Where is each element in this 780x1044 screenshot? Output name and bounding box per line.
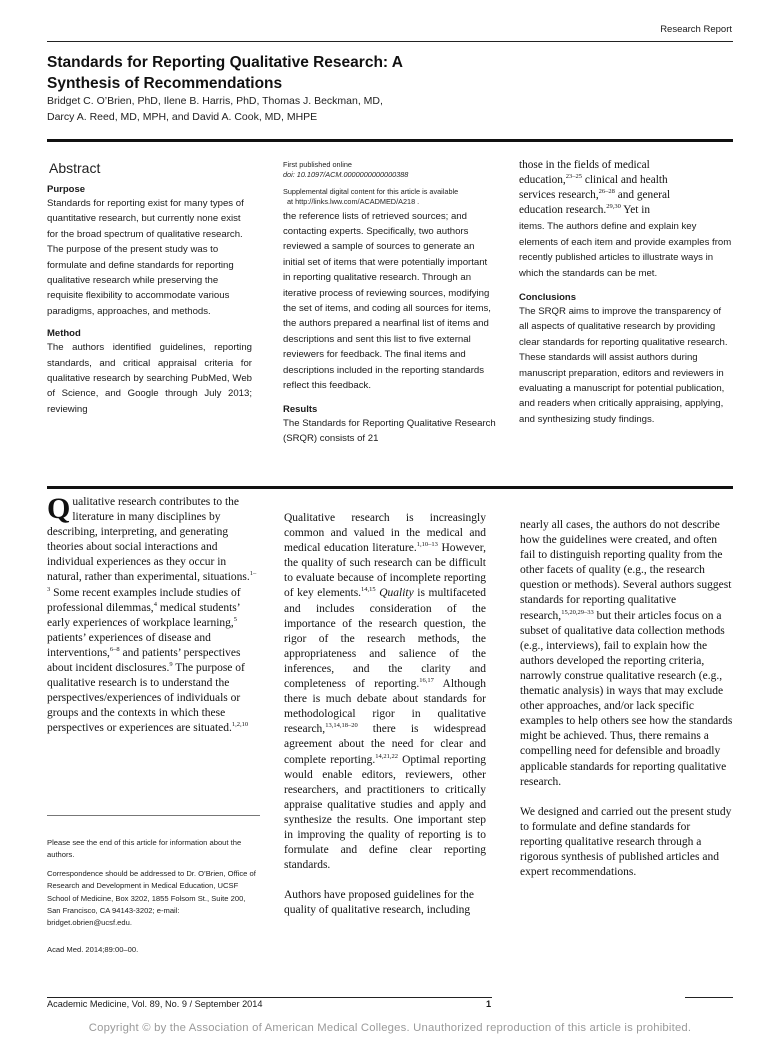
- authors-line-1: Bridget C. O’Brien, PhD, Ilene B. Harris, PhD, Thomas J. Beckman, MD,: [47, 95, 383, 107]
- body-col2-paragraph-2: Authors have proposed guidelines for the quality of qualitative research, including: [284, 889, 475, 917]
- footer-rule-left: [47, 997, 492, 998]
- footer-rule-right: [685, 997, 733, 998]
- supplemental-note: Supplemental digital content for this article is available: [283, 186, 459, 196]
- abstract-col2-text: the reference lists of retrieved sources; and contacting experts. Specifically, two authors reviewed a sample of sources to generate an initial set of items that were potentially important in reporting qualitative research. Through an iterative process of reviewing sources, modifying the set of items, and coding all sources for items, the authors prepared a nearfinal list of items and descriptions and sent this list to five external reviewers for feedback. The final items and descriptions included in the reporting standards reflect this feedback.: [283, 210, 491, 392]
- body-col3-paragraph-2: We designed and carried out the present study to formulate and define standards for reporting qualitative research through a rigorous synthesis of published articles and expert recommendations.: [520, 805, 732, 879]
- first-published: First published online: [283, 160, 352, 169]
- purpose-text: Standards for reporting exist for many types of quantitative research, but currently none exist for the broad spectrum of qualitative research. The purpose of the present study was to formulate and define standards for reporting qualitative research while preserving the requisite flexibility to accommodate various paradigms, approaches, and methods.: [47, 198, 244, 317]
- footer-journal-info: Academic Medicine, Vol. 89, No. 9 / September 2014: [47, 999, 263, 1009]
- body-column-1: [47, 492, 259, 737]
- conclusions-text: The SRQR aims to improve the transparency of all aspects of qualitative research by providing clear standards for reporting qualitative research. These standards will assist authors during manuscript preparation, editors and reviewers in evaluating a manuscript for potential publication, and readers when critically appraising, applying, and synthesizing study findings.: [519, 306, 728, 425]
- top-rule: [47, 41, 733, 42]
- abstract-column-3: [519, 158, 733, 427]
- method-heading: Method: [47, 328, 81, 340]
- body-col3-paragraph-1: nearly all cases, the authors do not describe how the guidelines were created, and often fail to distinguish reporting quality from the other facets of quality (e.g., the research question or methods). Several authors suggest standards for reporting qualitative research,$^{15,20,29-33}$ but their articles focus on a subset of qualitative data collection methods (e.g., interviews), fail to explain how the authors developed the reporting criteria, narrowly construe qualitative research (e.g., thematic analysis) in ways that may exclude other approaches, and/or lack specific examples to help others see how the standards might be achieved. Thus, there remains a compelling need for defensible and broadly applicable standards for reporting qualitative research.: [520, 519, 733, 788]
- correspondence-note: Correspondence should be addressed to Dr. O’Brien, Office of Research and Development in Medical Education, UCSF School of Medicine, Box 3202, 1855 Folsom St., Suite 200, San Francisco, CA 94143-3202; e-mail: bridget.obrien@ucsf.edu.: [47, 868, 256, 928]
- copyright-notice: Copyright © by the Association of American Medical Colleges. Unauthorized reproduction of this article is prohibited.: [88, 1022, 692, 1034]
- abstract-col3-text: items. The authors define and explain key elements of each item and provide examples from recently published articles to illustrate ways in which the standards can be met.: [519, 221, 732, 279]
- body-column-2: [284, 511, 486, 918]
- purpose-heading: Purpose: [47, 184, 86, 195]
- title-rule: [47, 139, 733, 142]
- author-info-note: Please see the end of this article for information about the authors.: [47, 838, 242, 860]
- col3-overlap-text: those in the fields of medical education,$^{23-25}$ clinical and health services research,$^{26-28}$ and general education research.$^{29,30}$ Yet in: [519, 159, 671, 217]
- method-text: The authors identified guidelines, reporting standards, and critical appraisal criteria for qualitative research by searching PubMed, Web of Science, and Google through July 2013; reviewing: [47, 342, 252, 415]
- title-line-2: Synthesis of Recommendations: [47, 75, 283, 92]
- citation-note: Acad Med. 2014;89:00–00.: [47, 944, 139, 954]
- results-heading: Results: [283, 403, 318, 415]
- abstract-heading: Abstract: [49, 160, 101, 176]
- doi: doi: 10.1097/ACM.0000000000000388: [283, 170, 409, 180]
- article-title: [47, 52, 467, 94]
- footnote-rule: [47, 815, 260, 816]
- body-column-3: [520, 518, 733, 880]
- intro-paragraph: Qualitative research contributes to the literature in many disciplines by describing, interpreting, and generating theories about social interactions and individual experiences as they occur in natural, rather than experimental, situations.$^{1-3}$ Some recent examples include studies of professional dilemmas,$^4$ medical students’ early experiences of workplace learning,$^5$ patients’ experiences of disease and interventions,$^{6-8}$ and patients’ perspectives about incident disclosures.$^9$ The purpose of qualitative research is to understand the perspectives/experiences of individuals or groups and the contexts in which these perspectives or experiences are situated.$^{1,2,10}$: [47, 492, 257, 735]
- title-line-1: Standards for Reporting Qualitative Research: A: [47, 54, 404, 71]
- page-number: 1: [486, 999, 492, 1009]
- abstract-column-1: [47, 184, 252, 417]
- section-label: Research Report: [660, 24, 732, 35]
- body-col2-paragraph-1: Qualitative research is increasingly common and valued in the medical and medical education literature.$^{1,10-13}$ However, the quality of such research can be difficult to evaluate because of incomplete reporting of key elements.$^{14,15}$ Quality is multifaceted and includes consideration of the importance of the research question, the rigor of the research methods, the appropriateness and salience of the inferences, and the clarity and completeness of reporting.$^{16,17}$ Although there is much debate about standards for methodological rigor in qualitative research,$^{13,14,18-20}$ there is widespread agreement about the need for clear and complete reporting.$^{14,21,22}$ Optimal reporting would enable editors, reviewers, other researchers, and practitioners to critically appraise qualitative studies and apply and synthesize the results. One important step in improving the quality of reporting is to formulate and define clear reporting standards.: [284, 512, 487, 872]
- abstract-column-2: [283, 160, 496, 446]
- conclusions-heading: Conclusions: [519, 292, 577, 303]
- authors-line-2: Darcy A. Reed, MD, MPH, and David A. Cook, MD, MHPE: [47, 111, 318, 123]
- drop-cap: Q: [47, 492, 71, 525]
- footnotes: [47, 837, 257, 956]
- abstract-rule: [47, 486, 733, 489]
- results-text: The Standards for Reporting Qualitative Research (SRQR) consists of 21: [283, 417, 496, 444]
- supplemental-link[interactable]: at http://links.lww.com/ACADMED/A218 .: [287, 197, 420, 207]
